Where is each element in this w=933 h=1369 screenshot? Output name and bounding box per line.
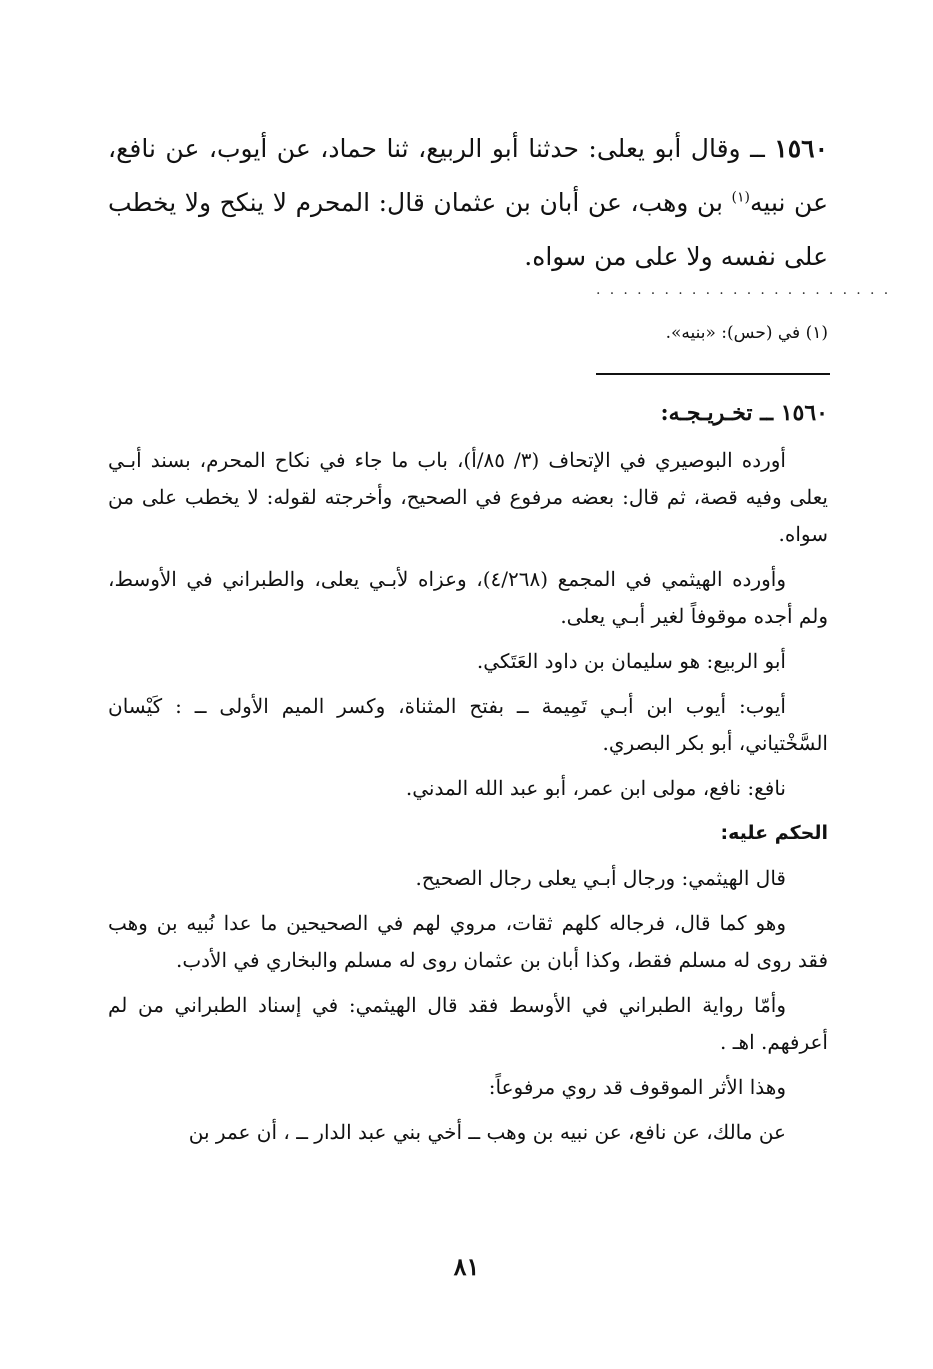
takhrij-paragraph: أيوب: أيوب ابن أبـي تَمِيمة ــ بفتح المثناة، وكسر الميم الأولى ــ : كَيْسان السَّخْتياني، أبو بكر البصري. bbox=[108, 694, 828, 755]
ruling-paragraph: وهو كما قال، فرجاله كلهم ثقات، مروي لهم في الصحيحين ما عدا نُبيه بن وهب فقد روى له مسلم فقط، وكذا أبان بن عثمان روى له مسلم والبخاري في الأدب. bbox=[108, 911, 828, 972]
page-number: ٨١ bbox=[453, 1252, 480, 1281]
footnote-marker: (١) bbox=[731, 189, 750, 206]
takhrij-paragraph: أبو الربيع: هو سليمان بن داود العَتَكي. bbox=[476, 649, 786, 673]
footnote: (١) في (حس): «بنيه». bbox=[665, 323, 828, 343]
takhrij-title: ١٥٦٠ ــ تخـريـجـه: bbox=[660, 400, 828, 426]
ruling-paragraph: عن مالك، عن نافع، عن نبيه بن وهب ــ أخي بني عبد الدار ــ ، أن عمر بن bbox=[188, 1120, 786, 1144]
hadith-number: ١٥٦٠ bbox=[774, 134, 828, 163]
hadith-text-part-2: بن وهب، عن أبان بن عثمان قال: المحرم لا ينكح ولا يخطب على نفسه ولا على من سواه. bbox=[108, 188, 828, 271]
section-divider bbox=[596, 373, 830, 375]
footnote-separator-dots: . . . . . . . . . . . . . . . . . . . . . . bbox=[596, 282, 891, 298]
ruling-heading: الحكم عليه: bbox=[720, 822, 828, 844]
hadith-text-part-1: ــ وقال أبو يعلى: حدثنا أبو الربيع، ثنا حماد، عن أيوب، عن نافع، عن نبيه bbox=[108, 134, 828, 217]
takhrij-body bbox=[108, 442, 828, 1159]
takhrij-paragraph: نافع: نافع، مولى ابن عمر، أبو عبد الله المدني. bbox=[405, 776, 786, 800]
hadith-text bbox=[108, 122, 828, 284]
ruling-paragraph: وأمّا رواية الطبراني في الأوسط فقد قال الهيثمي: في إسناد الطبراني من لم أعرفهم. اهـ . bbox=[108, 993, 828, 1054]
ruling-paragraph: قال الهيثمي: ورجال أبـي يعلى رجال الصحيح. bbox=[415, 866, 786, 890]
takhrij-paragraph: وأورده الهيثمي في المجمع (٤/٢٦٨)، وعزاه لأبـي يعلى، والطبراني في الأوسط، ولم أجده موقوفاً لغير أبـي يعلى. bbox=[108, 567, 828, 628]
takhrij-paragraph: أورده البوصيري في الإتحاف (٣/ ٨٥/أ)، باب ما جاء في نكاح المحرم، بسند أبـي يعلى وفيه قصة، ثم قال: بعضه مرفوع في الصحيح، وأخرجته لقوله: لا يخطب على من سواه. bbox=[108, 448, 828, 546]
ruling-paragraph: وهذا الأثر الموقوف قد روي مرفوعاً: bbox=[488, 1075, 786, 1099]
